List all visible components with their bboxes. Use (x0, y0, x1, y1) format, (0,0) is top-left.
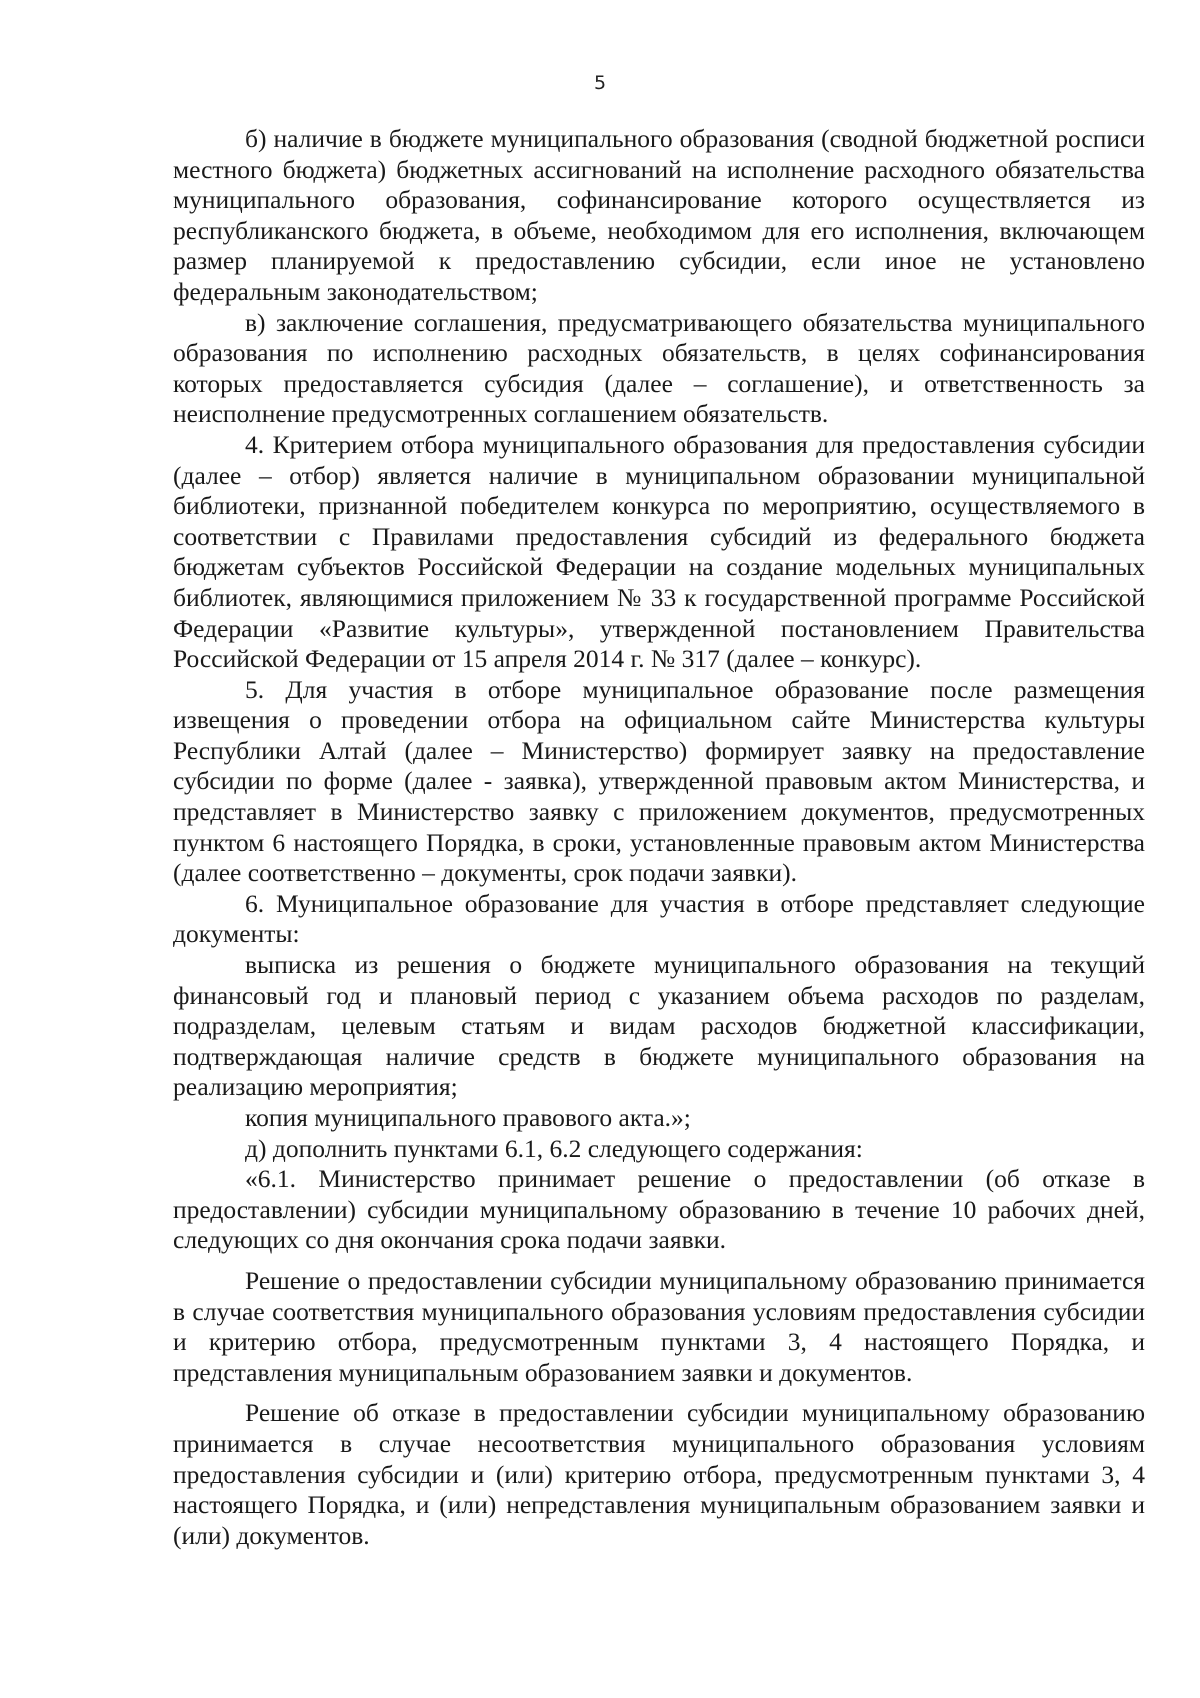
paragraph-budget-extract: выписка из решения о бюджете муниципального образования на текущий финансовый год и плановый период с указанием объема расходов по разделам, подразделам, целевым статьям и видам расходов бюджетной классификации, подтверждающая наличие средств в бюджете муниципального образования на реализацию мероприятия; (173, 950, 1145, 1102)
paragraph-grant-decision: Решение о предоставлении субсидии муниципальному образованию принимается в случае соответствия муниципального образования условиям предоставления субсидии и критерию отбора, предусмотренным пунктами 3, 4 настоящего Порядка, и представления муниципальным образованием заявки и документов. (173, 1265, 1145, 1387)
paragraph-legal-act-copy: копия муниципального правового акта.»; (245, 1103, 691, 1132)
paragraph-point-4: 4. Критерием отбора муниципального образования для предоставления субсидии (далее – отбор) является наличие в муниципальном образовании муниципальной библиотеки, признанной победителем конкурса по мероприятию, осуществляемого в соответствии с Правилами предоставления субсидий из федерального бюджета бюджетам субъектов Российской Федерации на создание модельных муниципальных библиотек, являющимися приложением № 33 к государственной программе Российской Федерации «Развитие культуры», утвержденной постановлением Правительства Российской Федерации от 15 апреля 2014 г. № 317 (далее – конкурс). (173, 429, 1145, 674)
document-body (173, 124, 1145, 1551)
paragraph-item-d: д) дополнить пунктами 6.1, 6.2 следующего содержания: (245, 1133, 863, 1163)
paragraph-item-b: б) наличие в бюджете муниципального образования (сводной бюджетной росписи местного бюджета) бюджетных ассигнований на исполнение расходного обязательства муниципального образования, софинансирование которого осуществляется из республиканского бюджета, в объеме, необходимом для его исполнения, включающем размер планируемой к предоставлению субсидии, если иное не установлено федеральным законодательством; (173, 124, 1145, 306)
paragraph-refusal-decision: Решение об отказе в предоставлении субсидии муниципальному образованию принимается в случае несоответствия муниципального образования условиям предоставления субсидии и (или) критерию отбора, предусмотренным пунктами 3, 4 настоящего Порядка, и (или) непредставления муниципальным образованием заявки и (или) документов. (173, 1398, 1145, 1550)
paragraph-point-5: 5. Для участия в отборе муниципальное образование после размещения извещения о проведении отбора на официальном сайте Министерства культуры Республики Алтай (далее – Министерство) формирует заявку на предоставление субсидии по форме (далее - заявка), утвержденной правовым актом Министерства, и представляет в Министерство заявку с приложением документов, предусмотренных пунктом 6 настоящего Порядка, в сроки, установленные правовым актом Министерства (далее соответственно – документы, срок подачи заявки). (173, 674, 1145, 888)
paragraph-point-6-1: «6.1. Министерство принимает решение о предоставлении (об отказе в предоставлении) субсидии муниципальному образованию в течение 10 рабочих дней, следующих со дня окончания срока подачи заявки. (173, 1164, 1145, 1255)
paragraph-point-6: 6. Муниципальное образование для участия в отборе представляет следующие документы: (173, 888, 1145, 949)
paragraph-item-v: в) заключение соглашения, предусматривающего обязательства муниципального образования по исполнению расходных обязательств, в целях софинансирования которых предоставляется субсидия (далее – соглашение), и ответственность за неисполнение предусмотренных соглашением обязательств. (173, 307, 1145, 429)
page-number: 5 (593, 72, 607, 94)
